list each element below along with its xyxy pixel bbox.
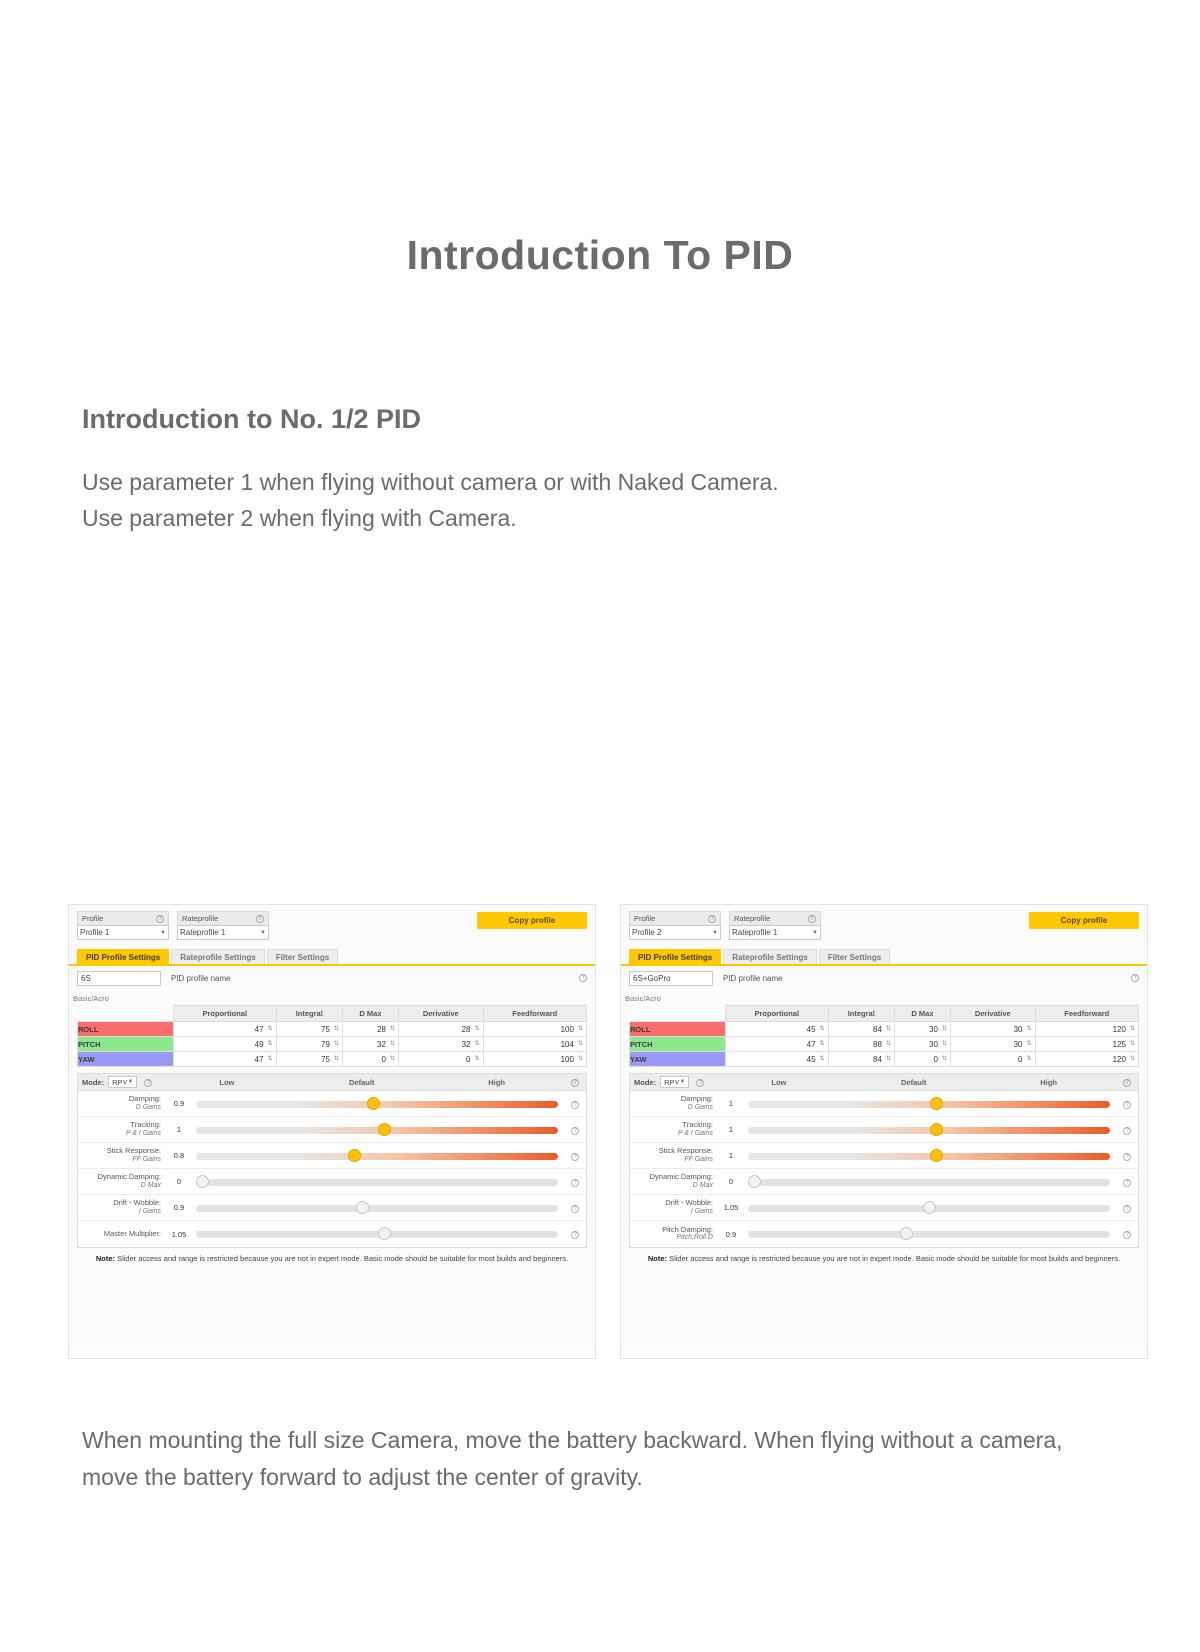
stepper-icon[interactable]: ⇅: [267, 1056, 273, 1062]
intro-line-1: Use parameter 1 when flying without camera or with Naked Camera.: [82, 469, 779, 495]
intro-paragraph: [82, 465, 1200, 536]
slider-stick-response-right[interactable]: [744, 1143, 1116, 1169]
cell-roll-proportional-left[interactable]: 47 ⇅: [174, 1022, 277, 1037]
mode-label-right: Mode:: [634, 1077, 657, 1087]
stepper-icon[interactable]: ⇅: [1026, 1026, 1032, 1032]
slider-tracking-left[interactable]: [192, 1117, 564, 1143]
slider-sub: FF Gains: [684, 1155, 713, 1163]
stepper-icon[interactable]: ⇅: [333, 1056, 339, 1062]
slider-row-tracking-left: [78, 1117, 586, 1143]
slider-row-tracking-right: [630, 1117, 1138, 1143]
stepper-icon[interactable]: ⇅: [941, 1026, 947, 1032]
profile-selector-right[interactable]: [629, 911, 721, 940]
slider-col-default-right: Default: [901, 1077, 927, 1087]
axis-label-yaw-left: YAW: [78, 1052, 174, 1067]
cell-pitch-proportional-right[interactable]: 47 ⇅: [726, 1037, 829, 1052]
cell-pitch-proportional-left[interactable]: 49 ⇅: [174, 1037, 277, 1052]
table-row: [630, 1022, 1139, 1037]
help-icon[interactable]: ?: [1123, 1153, 1131, 1161]
slider-value: 1: [728, 1125, 734, 1134]
stepper-icon[interactable]: ⇅: [474, 1026, 480, 1032]
slider-drift-wobble-right[interactable]: [744, 1195, 1116, 1221]
col-feedforward-left: Feedforward: [483, 1006, 587, 1022]
profile-select-right[interactable]: [629, 925, 721, 940]
slider-col-low-right: Low: [771, 1077, 787, 1087]
section-heading: Introduction to No. 1/2 PID: [82, 404, 421, 434]
slider-value: 1.05: [171, 1229, 187, 1239]
slider-value: 0.8: [173, 1151, 185, 1160]
pid-profile-name-label-right: PID profile name: [723, 974, 783, 983]
axis-label-roll-left: ROLL: [78, 1022, 174, 1037]
rateprofile-select-value-right: Rateprofile 1: [732, 928, 778, 937]
slider-damping-right[interactable]: [744, 1091, 1116, 1117]
slider-name: Tracking:: [682, 1120, 713, 1130]
slider-row-dynamic-damping-left: [78, 1169, 586, 1195]
cell-roll-derivative-right[interactable]: 30 ⇅: [950, 1022, 1035, 1037]
tab-rateprofile-settings-right[interactable]: Rateprofile Settings: [723, 949, 817, 964]
col-dmax-left: D Max: [342, 1006, 398, 1022]
col-derivative-right: Derivative: [950, 1006, 1035, 1022]
cell-pitch-feedforward-left[interactable]: 104 ⇅: [483, 1037, 587, 1052]
stepper-icon[interactable]: ⇅: [941, 1041, 947, 1047]
cell-pitch-integral-left[interactable]: 79 ⇅: [276, 1037, 342, 1052]
axis-label-yaw-right: YAW: [630, 1052, 726, 1067]
cell-roll-feedforward-left[interactable]: 100 ⇅: [483, 1022, 587, 1037]
axis-label-pitch-left: PITCH: [78, 1037, 174, 1052]
cell-yaw-dmax-left[interactable]: 0 ⇅: [342, 1052, 398, 1067]
pid-profile-name-input-right[interactable]: 6S+GoPro: [629, 971, 713, 986]
axis-label-pitch-right: PITCH: [630, 1037, 726, 1052]
pid-profile-name-row-right: [621, 966, 1147, 991]
tab-pid-profile-settings-left[interactable]: PID Profile Settings: [77, 949, 169, 964]
slider-header-right: [630, 1074, 1138, 1091]
note-prefix-right: Note:: [647, 1254, 667, 1263]
chevron-down-icon: ▼: [160, 929, 166, 936]
help-icon[interactable]: ?: [571, 1079, 579, 1087]
slider-sub: P & I Gains: [677, 1129, 713, 1137]
slider-sub: Pitch:Roll D: [676, 1234, 713, 1242]
table-row: [78, 1022, 587, 1037]
tab-filter-settings-left[interactable]: Filter Settings: [267, 949, 338, 964]
mode-select-left[interactable]: RPY ▼: [108, 1076, 137, 1088]
slider-stick-response-left[interactable]: [192, 1143, 564, 1169]
help-icon[interactable]: ?: [156, 915, 164, 923]
stepper-icon[interactable]: ⇅: [1026, 1041, 1032, 1047]
rateprofile-selector-right[interactable]: [729, 911, 821, 940]
stepper-icon[interactable]: ⇅: [819, 1056, 825, 1062]
slider-dynamic-damping-right[interactable]: [744, 1169, 1116, 1195]
cell-pitch-derivative-right[interactable]: 30 ⇅: [950, 1037, 1035, 1052]
slider-row-pitch-damping-right: [630, 1221, 1138, 1247]
cell-yaw-proportional-left[interactable]: 47 ⇅: [174, 1052, 277, 1067]
slider-value: 0: [728, 1177, 734, 1186]
stepper-icon[interactable]: ⇅: [389, 1026, 395, 1032]
slider-name: Stick Response:: [106, 1146, 161, 1156]
slider-value: 0.9: [725, 1229, 737, 1239]
cell-yaw-feedforward-right[interactable]: 120 ⇅: [1035, 1052, 1139, 1067]
pid-panel-profile-1: [68, 904, 596, 1359]
help-icon[interactable]: ?: [571, 1153, 579, 1161]
slider-note-left: [77, 1254, 587, 1264]
cell-pitch-dmax-left[interactable]: 32 ⇅: [342, 1037, 398, 1052]
note-text-right: Slider access and range is restricted because you are not in expert mode. Basic mode should be suitable for most builds and beginners.: [667, 1254, 1121, 1263]
slider-sub: D Gains: [687, 1103, 713, 1111]
slider-sub: FF Gains: [132, 1155, 161, 1163]
cell-roll-derivative-left[interactable]: 28 ⇅: [398, 1022, 483, 1037]
cell-roll-feedforward-right[interactable]: 120 ⇅: [1035, 1022, 1139, 1037]
slider-value: 1: [176, 1125, 182, 1134]
cell-roll-integral-left[interactable]: 75 ⇅: [276, 1022, 342, 1037]
slider-sub: D Gains: [135, 1103, 161, 1111]
slider-name: Damping:: [680, 1094, 713, 1104]
chevron-down-icon: ▼: [127, 1079, 134, 1085]
col-feedforward-right: Feedforward: [1035, 1006, 1139, 1022]
help-icon[interactable]: ?: [144, 1079, 152, 1087]
table-row: [78, 1052, 587, 1067]
chevron-down-icon: ▼: [260, 929, 266, 936]
stepper-icon[interactable]: ⇅: [1026, 1056, 1032, 1062]
cell-yaw-feedforward-left[interactable]: 100 ⇅: [483, 1052, 587, 1067]
col-dmax-right: D Max: [894, 1006, 950, 1022]
stepper-icon[interactable]: ⇅: [577, 1041, 583, 1047]
help-icon[interactable]: ?: [1123, 1179, 1131, 1187]
cell-roll-proportional-right[interactable]: 45 ⇅: [726, 1022, 829, 1037]
intro-line-2: Use parameter 2 when flying with Camera.: [82, 504, 517, 531]
slider-name: Drift - Wobble:: [665, 1198, 713, 1208]
outro-paragraph: When mounting the full size Camera, move the battery backward. When flying without a camera, move the battery forward to adjust the center of gravity.: [82, 1427, 1063, 1491]
profile-select-value-right: Profile 2: [632, 928, 662, 937]
slider-name: Stick Response:: [658, 1146, 713, 1156]
help-icon[interactable]: ?: [696, 1079, 704, 1087]
stepper-icon[interactable]: ⇅: [819, 1026, 825, 1032]
mode-label-left: Mode:: [82, 1077, 105, 1087]
slider-row-damping-left: [78, 1091, 586, 1117]
pid-profile-name-row-left: [69, 966, 595, 991]
slider-name: Pitch Damping:: [662, 1224, 713, 1234]
help-icon[interactable]: ?: [1123, 1101, 1131, 1109]
rateprofile-select-right[interactable]: [729, 925, 821, 940]
stepper-icon[interactable]: ⇅: [267, 1026, 273, 1032]
slider-row-stick-response-right: [630, 1143, 1138, 1169]
chevron-down-icon: ▼: [712, 929, 718, 936]
slider-row-drift-wobble-right: [630, 1195, 1138, 1221]
slider-dynamic-damping-left[interactable]: [192, 1169, 564, 1195]
stepper-icon[interactable]: ⇅: [333, 1041, 339, 1047]
rateprofile-select-value-left: Rateprofile 1: [180, 928, 226, 937]
slider-drift-wobble-left[interactable]: [192, 1195, 564, 1221]
slider-name: Master Multiplier:: [103, 1228, 161, 1238]
tabs-right: [621, 949, 1147, 966]
help-icon[interactable]: ?: [571, 1127, 579, 1135]
cell-pitch-integral-right[interactable]: 88 ⇅: [828, 1037, 894, 1052]
chevron-down-icon: ▼: [679, 1079, 686, 1085]
help-icon[interactable]: ?: [571, 1179, 579, 1187]
stepper-icon[interactable]: ⇅: [474, 1056, 480, 1062]
stepper-icon[interactable]: ⇅: [389, 1056, 395, 1062]
group-label-right: Basic/Acro: [625, 994, 661, 1003]
cell-pitch-dmax-right[interactable]: 30 ⇅: [894, 1037, 950, 1052]
help-icon[interactable]: ?: [1123, 1205, 1131, 1213]
table-row: [630, 1052, 1139, 1067]
slider-master-multiplier-left[interactable]: [192, 1221, 564, 1247]
tab-rateprofile-settings-left[interactable]: Rateprofile Settings: [171, 949, 265, 964]
slider-value: 0: [176, 1177, 182, 1186]
fade-overlay: [69, 1336, 595, 1358]
copy-profile-button-right[interactable]: Copy profile: [1029, 912, 1139, 929]
col-integral-right: Integral: [828, 1006, 894, 1022]
slider-damping-left[interactable]: [192, 1091, 564, 1117]
slider-row-master-multiplier-left: [78, 1221, 586, 1247]
help-icon[interactable]: ?: [571, 1231, 579, 1239]
slider-value: 1: [728, 1151, 734, 1160]
cell-yaw-derivative-right[interactable]: 0 ⇅: [950, 1052, 1035, 1067]
cell-yaw-proportional-right[interactable]: 45 ⇅: [726, 1052, 829, 1067]
stepper-icon[interactable]: ⇅: [389, 1041, 395, 1047]
col-proportional-right: Proportional: [726, 1006, 829, 1022]
help-icon[interactable]: ?: [1123, 1127, 1131, 1135]
help-icon[interactable]: ?: [579, 974, 587, 982]
rateprofile-label-left: Rateprofile: [182, 914, 219, 923]
mode-select-right[interactable]: RPY ▼: [660, 1076, 689, 1088]
stepper-icon[interactable]: ⇅: [819, 1041, 825, 1047]
cell-yaw-derivative-left[interactable]: 0 ⇅: [398, 1052, 483, 1067]
stepper-icon[interactable]: ⇅: [474, 1041, 480, 1047]
stepper-icon[interactable]: ⇅: [577, 1026, 583, 1032]
slider-tracking-right[interactable]: [744, 1117, 1116, 1143]
fade-overlay: [621, 1336, 1147, 1358]
slider-col-high-right: High: [1040, 1077, 1057, 1087]
slider-value: 0.9: [173, 1099, 185, 1108]
slider-name: Drift - Wobble:: [113, 1198, 161, 1208]
slider-name: Tracking:: [130, 1120, 161, 1130]
slider-value: 1: [728, 1099, 734, 1108]
slider-col-high-left: High: [488, 1077, 505, 1087]
help-icon[interactable]: ?: [808, 915, 816, 923]
rateprofile-label-right: Rateprofile: [734, 914, 771, 923]
slider-sub: I Gains: [138, 1207, 161, 1215]
tab-pid-profile-settings-right[interactable]: PID Profile Settings: [629, 949, 721, 964]
slider-row-damping-right: [630, 1091, 1138, 1117]
slider-col-low-left: Low: [219, 1077, 235, 1087]
pid-panel-profile-2: [620, 904, 1148, 1359]
help-icon[interactable]: ?: [1123, 1079, 1131, 1087]
stepper-icon[interactable]: ⇅: [267, 1041, 273, 1047]
table-row: [630, 1037, 1139, 1052]
slider-sub: P & I Gains: [125, 1129, 161, 1137]
stepper-icon[interactable]: ⇅: [941, 1056, 947, 1062]
slider-value: 0.9: [173, 1203, 185, 1212]
stepper-icon[interactable]: ⇅: [1129, 1026, 1135, 1032]
slider-sub: D Max: [692, 1181, 713, 1189]
tabs-left: [69, 949, 595, 966]
pid-table-right: [629, 1005, 1139, 1067]
col-proportional-left: Proportional: [174, 1006, 277, 1022]
cell-yaw-integral-right[interactable]: 84 ⇅: [828, 1052, 894, 1067]
slider-name: Dynamic Damping:: [649, 1172, 713, 1182]
slider-row-stick-response-left: [78, 1143, 586, 1169]
axis-label-roll-right: ROLL: [630, 1022, 726, 1037]
help-icon[interactable]: ?: [1131, 974, 1139, 982]
cell-roll-dmax-left[interactable]: 28 ⇅: [342, 1022, 398, 1037]
slider-name: Dynamic Damping:: [97, 1172, 161, 1182]
slider-name: Damping:: [128, 1094, 161, 1104]
stepper-icon[interactable]: ⇅: [577, 1056, 583, 1062]
rateprofile-selector-left[interactable]: [177, 911, 269, 940]
chevron-down-icon: ▼: [812, 929, 818, 936]
rateprofile-select-left[interactable]: [177, 925, 269, 940]
cell-yaw-dmax-right[interactable]: 0 ⇅: [894, 1052, 950, 1067]
panel-topbar-right: [621, 905, 1147, 947]
cell-pitch-derivative-left[interactable]: 32 ⇅: [398, 1037, 483, 1052]
col-integral-left: Integral: [276, 1006, 342, 1022]
cell-roll-dmax-right[interactable]: 30 ⇅: [894, 1022, 950, 1037]
profile-select-value-left: Profile 1: [80, 928, 110, 937]
stepper-icon[interactable]: ⇅: [1129, 1056, 1135, 1062]
help-icon[interactable]: ?: [571, 1101, 579, 1109]
pid-table-left: [77, 1005, 587, 1067]
pid-profile-name-label-left: PID profile name: [171, 974, 231, 983]
slider-row-dynamic-damping-right: [630, 1169, 1138, 1195]
slider-header-left: [78, 1074, 586, 1091]
slider-row-drift-wobble-left: [78, 1195, 586, 1221]
note-prefix-left: Note:: [95, 1254, 115, 1263]
stepper-icon[interactable]: ⇅: [333, 1026, 339, 1032]
profile-label-left: Profile: [82, 914, 104, 923]
cell-pitch-feedforward-right[interactable]: 125 ⇅: [1035, 1037, 1139, 1052]
panel-topbar-left: [69, 905, 595, 947]
stepper-icon[interactable]: ⇅: [885, 1026, 891, 1032]
col-derivative-left: Derivative: [398, 1006, 483, 1022]
table-header-row: [78, 1006, 587, 1022]
stepper-icon[interactable]: ⇅: [885, 1041, 891, 1047]
help-icon[interactable]: ?: [256, 915, 264, 923]
tab-filter-settings-right[interactable]: Filter Settings: [819, 949, 890, 964]
group-label-left: Basic/Acro: [73, 994, 109, 1003]
slider-sub: I Gains: [690, 1207, 713, 1215]
help-icon[interactable]: ?: [708, 915, 716, 923]
pid-profile-name-input-left[interactable]: 6S: [77, 971, 161, 986]
cell-roll-integral-right[interactable]: 84 ⇅: [828, 1022, 894, 1037]
profile-select-left[interactable]: [77, 925, 169, 940]
slider-col-default-left: Default: [349, 1077, 375, 1087]
slider-value: 1.05: [723, 1203, 739, 1212]
stepper-icon[interactable]: ⇅: [885, 1056, 891, 1062]
stepper-icon[interactable]: ⇅: [1129, 1041, 1135, 1047]
note-text-left: Slider access and range is restricted because you are not in expert mode. Basic mode should be suitable for most builds and beginners.: [115, 1254, 569, 1263]
help-icon[interactable]: ?: [1123, 1231, 1131, 1239]
cell-yaw-integral-left[interactable]: 75 ⇅: [276, 1052, 342, 1067]
slider-note-right: [629, 1254, 1139, 1264]
slider-sub: D Max: [140, 1181, 161, 1189]
slider-panel-right: [629, 1073, 1139, 1248]
help-icon[interactable]: ?: [571, 1205, 579, 1213]
table-header-row: [630, 1006, 1139, 1022]
slider-pitch-damping-right[interactable]: [744, 1221, 1116, 1247]
page-title: Introduction To PID: [406, 232, 794, 278]
slider-panel-left: [77, 1073, 587, 1248]
table-row: [78, 1037, 587, 1052]
copy-profile-button-left[interactable]: Copy profile: [477, 912, 587, 929]
pid-screenshots: [0, 904, 1200, 1359]
profile-selector-left[interactable]: [77, 911, 169, 940]
profile-label-right: Profile: [634, 914, 656, 923]
